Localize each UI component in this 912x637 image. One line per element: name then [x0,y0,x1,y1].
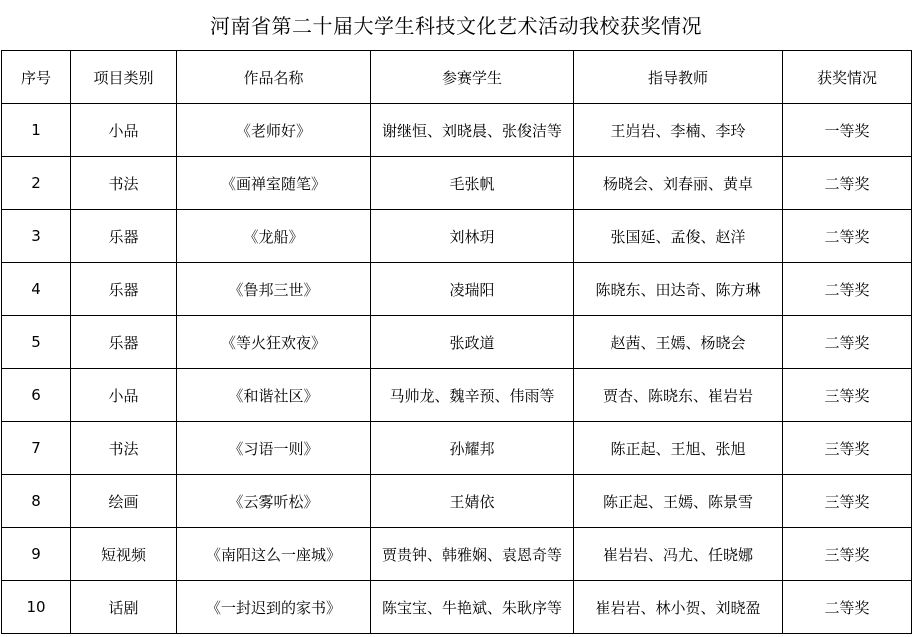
cell-index: 10 [2,581,71,634]
cell-category: 话剧 [71,581,177,634]
cell-award: 二等奖 [783,316,912,369]
cell-students: 凌瑞阳 [371,263,574,316]
cell-work-title: 《习语一则》 [177,422,371,475]
cell-award: 一等奖 [783,104,912,157]
table-row [2,263,912,316]
cell-index: 4 [2,263,71,316]
cell-category: 小品 [71,104,177,157]
cell-advisors: 陈正起、王旭、张旭 [574,422,783,475]
cell-work-title: 《画禅室随笔》 [177,157,371,210]
cell-award: 三等奖 [783,475,912,528]
cell-award: 二等奖 [783,210,912,263]
cell-category: 书法 [71,422,177,475]
column-header-students: 参赛学生 [371,51,574,104]
table-row [2,475,912,528]
cell-work-title: 《龙船》 [177,210,371,263]
header-row [2,51,912,104]
cell-category: 乐器 [71,263,177,316]
cell-category: 短视频 [71,528,177,581]
cell-advisors: 崔岩岩、林小贺、刘晓盈 [574,581,783,634]
cell-index: 2 [2,157,71,210]
cell-index: 1 [2,104,71,157]
cell-index: 7 [2,422,71,475]
cell-work-title: 《等火狂欢夜》 [177,316,371,369]
table-row [2,528,912,581]
cell-advisors: 赵茜、王嫣、杨晓会 [574,316,783,369]
table-row [2,581,912,634]
cell-students: 王婧依 [371,475,574,528]
table-row [2,210,912,263]
table-row [2,369,912,422]
cell-work-title: 《南阳这么一座城》 [177,528,371,581]
table-row [2,422,912,475]
cell-students: 谢继恒、刘晓晨、张俊洁等 [371,104,574,157]
awards-table [1,50,912,634]
cell-award: 二等奖 [783,157,912,210]
cell-index: 9 [2,528,71,581]
cell-advisors: 贾杏、陈晓东、崔岩岩 [574,369,783,422]
cell-index: 6 [2,369,71,422]
cell-advisors: 杨晓会、刘春丽、黄卓 [574,157,783,210]
cell-advisors: 陈晓东、田达奇、陈方琳 [574,263,783,316]
cell-work-title: 《老师好》 [177,104,371,157]
column-header-index: 序号 [2,51,71,104]
cell-work-title: 《鲁邦三世》 [177,263,371,316]
cell-advisors: 陈正起、王嫣、陈景雪 [574,475,783,528]
table-row [2,157,912,210]
cell-students: 马帅龙、魏辛预、伟雨等 [371,369,574,422]
table-row [2,316,912,369]
cell-category: 小品 [71,369,177,422]
cell-advisors: 王岿岩、李楠、李玲 [574,104,783,157]
cell-award: 二等奖 [783,263,912,316]
cell-work-title: 《和谐社区》 [177,369,371,422]
cell-category: 乐器 [71,210,177,263]
column-header-work-title: 作品名称 [177,51,371,104]
column-header-award: 获奖情况 [783,51,912,104]
cell-work-title: 《一封迟到的家书》 [177,581,371,634]
cell-students: 贾贵钟、韩雅娴、袁恩奇等 [371,528,574,581]
cell-students: 毛张帆 [371,157,574,210]
cell-category: 乐器 [71,316,177,369]
cell-advisors: 张国延、孟俊、赵洋 [574,210,783,263]
table-row [2,104,912,157]
cell-students: 张政道 [371,316,574,369]
cell-award: 三等奖 [783,369,912,422]
cell-award: 二等奖 [783,581,912,634]
cell-students: 孙耀邦 [371,422,574,475]
cell-category: 绘画 [71,475,177,528]
cell-work-title: 《云雾听松》 [177,475,371,528]
cell-index: 5 [2,316,71,369]
cell-index: 3 [2,210,71,263]
page-title: 河南省第二十届大学生科技文化艺术活动我校获奖情况 [210,14,702,38]
cell-category: 书法 [71,157,177,210]
cell-award: 三等奖 [783,422,912,475]
column-header-category: 项目类别 [71,51,177,104]
cell-students: 陈宝宝、牛艳斌、朱耿序等 [371,581,574,634]
cell-students: 刘林玥 [371,210,574,263]
cell-advisors: 崔岩岩、冯尤、任晓娜 [574,528,783,581]
column-header-advisors: 指导教师 [574,51,783,104]
cell-index: 8 [2,475,71,528]
cell-award: 三等奖 [783,528,912,581]
